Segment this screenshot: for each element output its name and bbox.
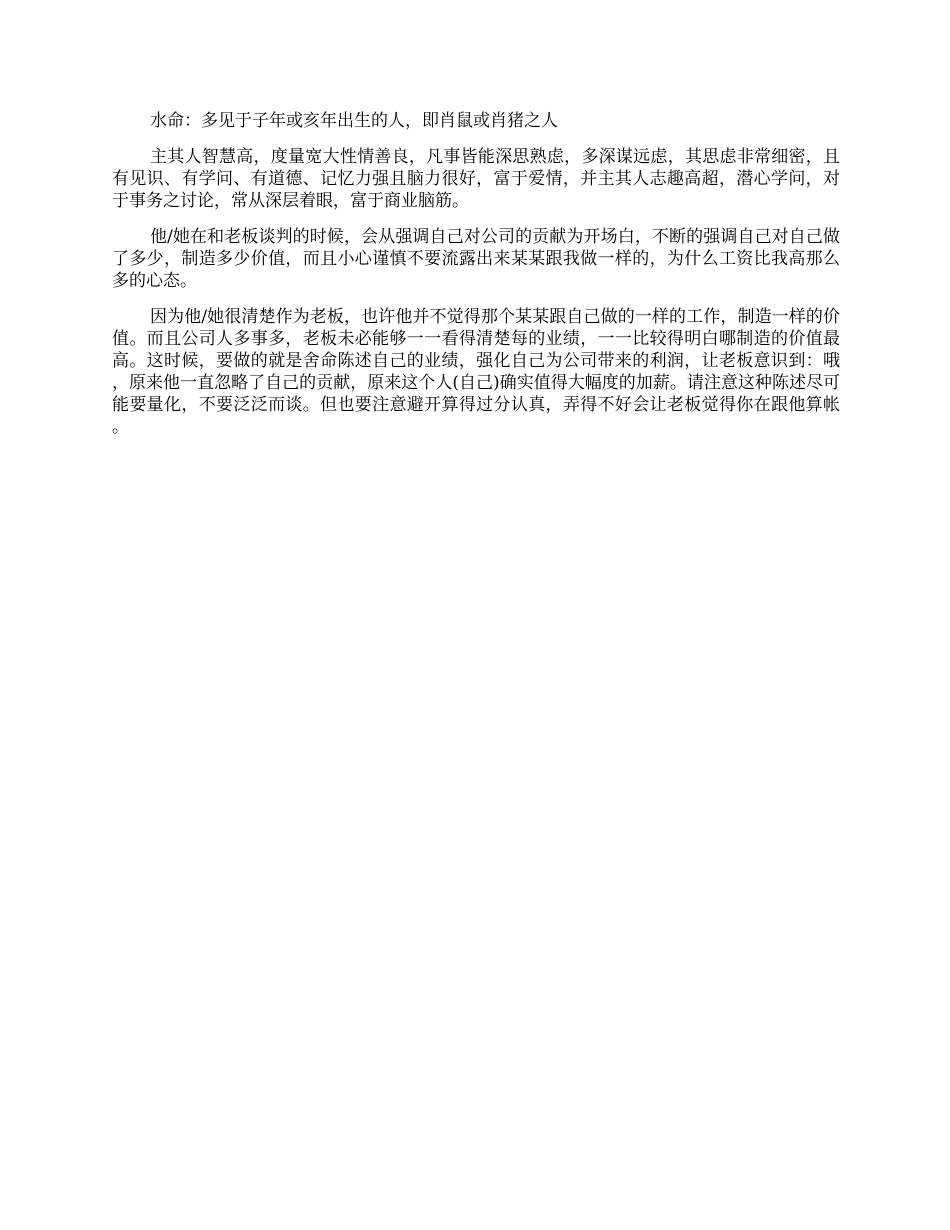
paragraph-negotiation: 他/她在和老板谈判的时候，会从强调自己对公司的贡献为开场白，不断的强调自己对自己做了多少，制造多少价值，而且小心谨慎不要流露出来某某跟我做一样的，为什么工资比我高那么多的心态。	[112, 227, 840, 291]
document-body	[112, 110, 840, 452]
paragraph-boss-perspective: 因为他/她很清楚作为老板，也许他并不觉得那个某某跟自己做的一样的工作，制造一样的价值。而且公司人多事多，老板未必能够一一看得清楚每的业绩，一一比较得明白哪制造的价值最高。这时候，要做的就是舍命陈述自己的业绩，强化自己为公司带来的利润，让老板意识到：哦，原来他一直忽略了自己的贡献，原来这个人(自己)确实值得大幅度的加薪。请注意这种陈述尽可能要量化，不要泛泛而谈。但也要注意避开算得过分认真，弄得不好会让老板觉得你在跟他算帐。	[112, 307, 840, 437]
paragraph-water-destiny: 水命：多见于子年或亥年出生的人，即肖鼠或肖猪之人	[150, 111, 558, 131]
paragraph-personality: 主其人智慧高，度量宽大性情善良，凡事皆能深思熟虑，多深谋远虑，其思虑非常细密，且有见识、有学问、有道德、记忆力强且脑力很好，富于爱情，并主其人志趣高超，潜心学问，对于事务之讨论，常从深层着眼，富于商业脑筋。	[112, 147, 840, 211]
